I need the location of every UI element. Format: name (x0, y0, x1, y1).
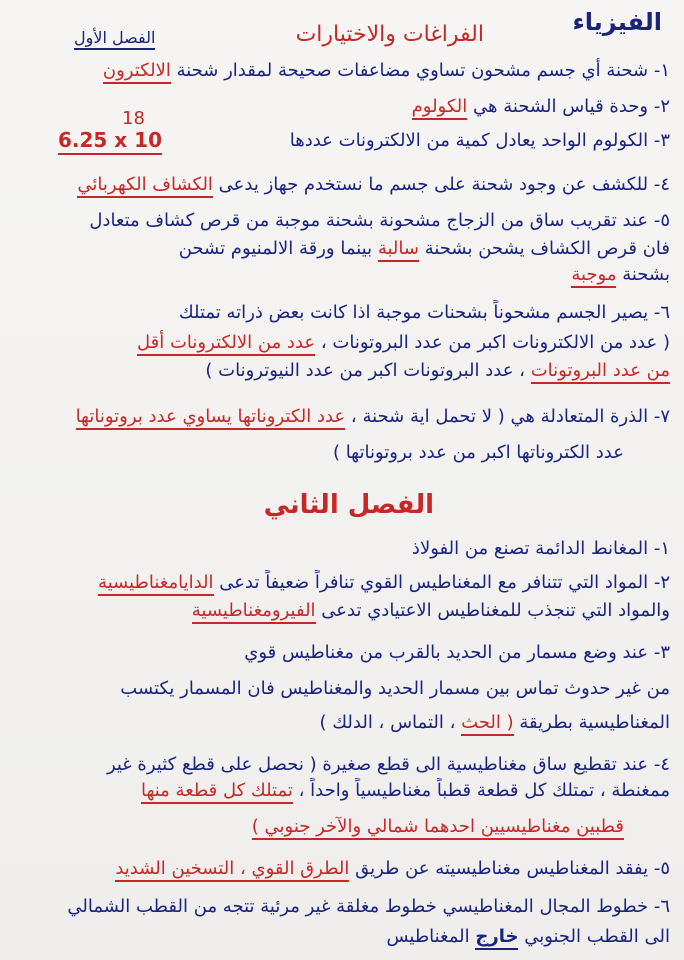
q6-line2 (12, 330, 670, 356)
q7-line1-a: ٧- الذرة المتعادلة هي ( لا تحمل اية شحنة ، (350, 406, 670, 427)
c2-q1-line (12, 536, 670, 562)
c2-q3-line2-text: من غير حدوث تماس بين مسمار الحديد والمغناطيس فان المسمار يكتسب (120, 678, 670, 699)
c2-q6-line1 (12, 894, 670, 920)
q2-text: ٢- وحدة قياس الشحنة هي (473, 96, 670, 117)
c2-q2-answer-1: الدايامغناطيسية (98, 572, 214, 596)
c2-q2-answer-2: الفيرومغناطيسية (192, 600, 316, 624)
topic-title: الفراغات والاختيارات (295, 22, 484, 47)
c2-q6-line2 (12, 924, 670, 950)
c2-q6-line2-c: المغناطيس (386, 926, 470, 947)
chapter1-label: الفصل الأول (74, 28, 155, 50)
c2-q4-line2 (12, 778, 670, 804)
c2-q4-line1-text: ٤- عند تقطيع ساق مغناطيسية الى قطع صغيرة ( نحصل على قطع كثيرة غير (106, 754, 670, 775)
c2-q3-line3-c: ، التماس ، الدلك ) (319, 712, 456, 733)
q4-line (12, 172, 670, 198)
q4-answer: الكشاف الكهربائي (77, 174, 213, 198)
q5-line3 (12, 262, 670, 288)
q5-line2 (12, 236, 670, 262)
c2-q4-answer-cont: قطبين مغناطيسيين احدهما شمالي والآخر جنوبي ) (252, 816, 624, 840)
c2-q6-line2-a: الى القطب الجنوبي (524, 926, 670, 947)
q1-text: ١- شحنة أي جسم مشحون تساوي مضاعفات صحيحة لمقدار شحنة (176, 60, 670, 81)
c2-q5-line (12, 856, 670, 882)
c2-q2-line1 (12, 570, 670, 596)
c2-q4-line1 (12, 752, 670, 778)
q5-line1-text: ٥- عند تقريب ساق من الزجاج مشحونة بشحنة موجبة من قرص كشاف متعادل (89, 210, 670, 231)
q6-line1 (12, 300, 670, 326)
q6-answer: عدد من الالكترونات أقل (137, 332, 315, 356)
q4-text: ٤- للكشف عن وجود شحنة على جسم ما نستخدم جهاز يدعى (218, 174, 670, 195)
q3-exponent: 18 (122, 108, 145, 129)
c2-q5-answer: الطرق القوي ، التسخين الشديد (115, 858, 349, 882)
c2-q3-line1-text: ٣- عند وضع مسمار من الحديد بالقرب من مغناطيس قوي (244, 642, 670, 663)
c2-q2-line2-a: والمواد التي تنجذب للمغناطيس الاعتيادي تدعى (321, 600, 670, 621)
q2-answer: الكولوم (412, 96, 468, 120)
q5-line1 (12, 208, 670, 234)
q3-text: ٣- الكولوم الواحد يعادل كمية من الالكترونات عددها (289, 130, 670, 151)
q5-line2-c: بينما ورقة الالمنيوم تشحن (178, 238, 373, 259)
c2-q6-answer: خارج (475, 926, 518, 950)
c2-q3-line1 (12, 640, 670, 666)
q5-answer-2: موجبة (571, 264, 616, 288)
q7-answer: عدد الكتروناتها يساوي عدد بروتوناتها (76, 406, 346, 430)
q3-line (200, 128, 670, 154)
q5-answer-1: سالبة (378, 238, 419, 262)
q6-line2-a: ( عدد من الالكترونات اكبر من عدد البروتونات ، (320, 332, 670, 353)
c2-q2-line1-a: ٢- المواد التي تتنافر مع المغناطيس القوي تنافراً ضعيفاً تدعى (219, 572, 670, 593)
c2-q6-line1-text: ٦- خطوط المجال المغناطيسي خطوط مغلقة غير مرئية تتجه من القطب الشمالي (67, 896, 670, 917)
q6-answer-cont: من عدد البروتونات (531, 360, 670, 384)
subject-title: الفيزياء (572, 8, 662, 36)
c2-q3-line3-a: المغناطيسية بطريقة (519, 712, 670, 733)
q6-line3 (12, 358, 670, 384)
c2-q3-line2 (12, 676, 670, 702)
c2-q4-line2-a: ممغنطة ، تمتلك كل قطعة قطباً مغناطيسياً واحداً ، (298, 780, 670, 801)
q1-answer: الالكترون (103, 60, 171, 84)
q1-line (12, 58, 670, 84)
q5-line3-a: بشحنة (622, 264, 670, 285)
c2-q2-line2 (12, 598, 670, 624)
q7-line2-text: عدد الكتروناتها اكبر من عدد بروتوناتها ) (332, 442, 624, 463)
q7-line2 (12, 440, 624, 466)
c2-q3-answer: ( الحث (461, 712, 514, 736)
c2-q3-line3 (12, 710, 670, 736)
q6-line1-text: ٦- يصير الجسم مشحوناً بشحنات موجبة اذا كانت بعض ذراته تمتلك (178, 302, 670, 323)
q6-line3-b: ، عدد البروتونات اكبر من عدد النيوترونات ) (205, 360, 525, 381)
q5-line2-a: فان قرص الكشاف يشحن بشحنة (424, 238, 670, 259)
c2-q1-text: ١- المغانط الدائمة تصنع من الفولاذ (411, 538, 670, 559)
c2-q4-answer: تمتلك كل قطعة منها (141, 780, 293, 804)
c2-q5-text: ٥- يفقد المغناطيس مغناطيسيته عن طريق (355, 858, 670, 879)
q7-line1 (12, 404, 670, 430)
q3-answer: 6.25 x 10 (58, 128, 162, 155)
q2-line (12, 94, 670, 120)
chapter2-title: الفصل الثاني (263, 490, 434, 520)
c2-q4-line3 (12, 814, 624, 840)
